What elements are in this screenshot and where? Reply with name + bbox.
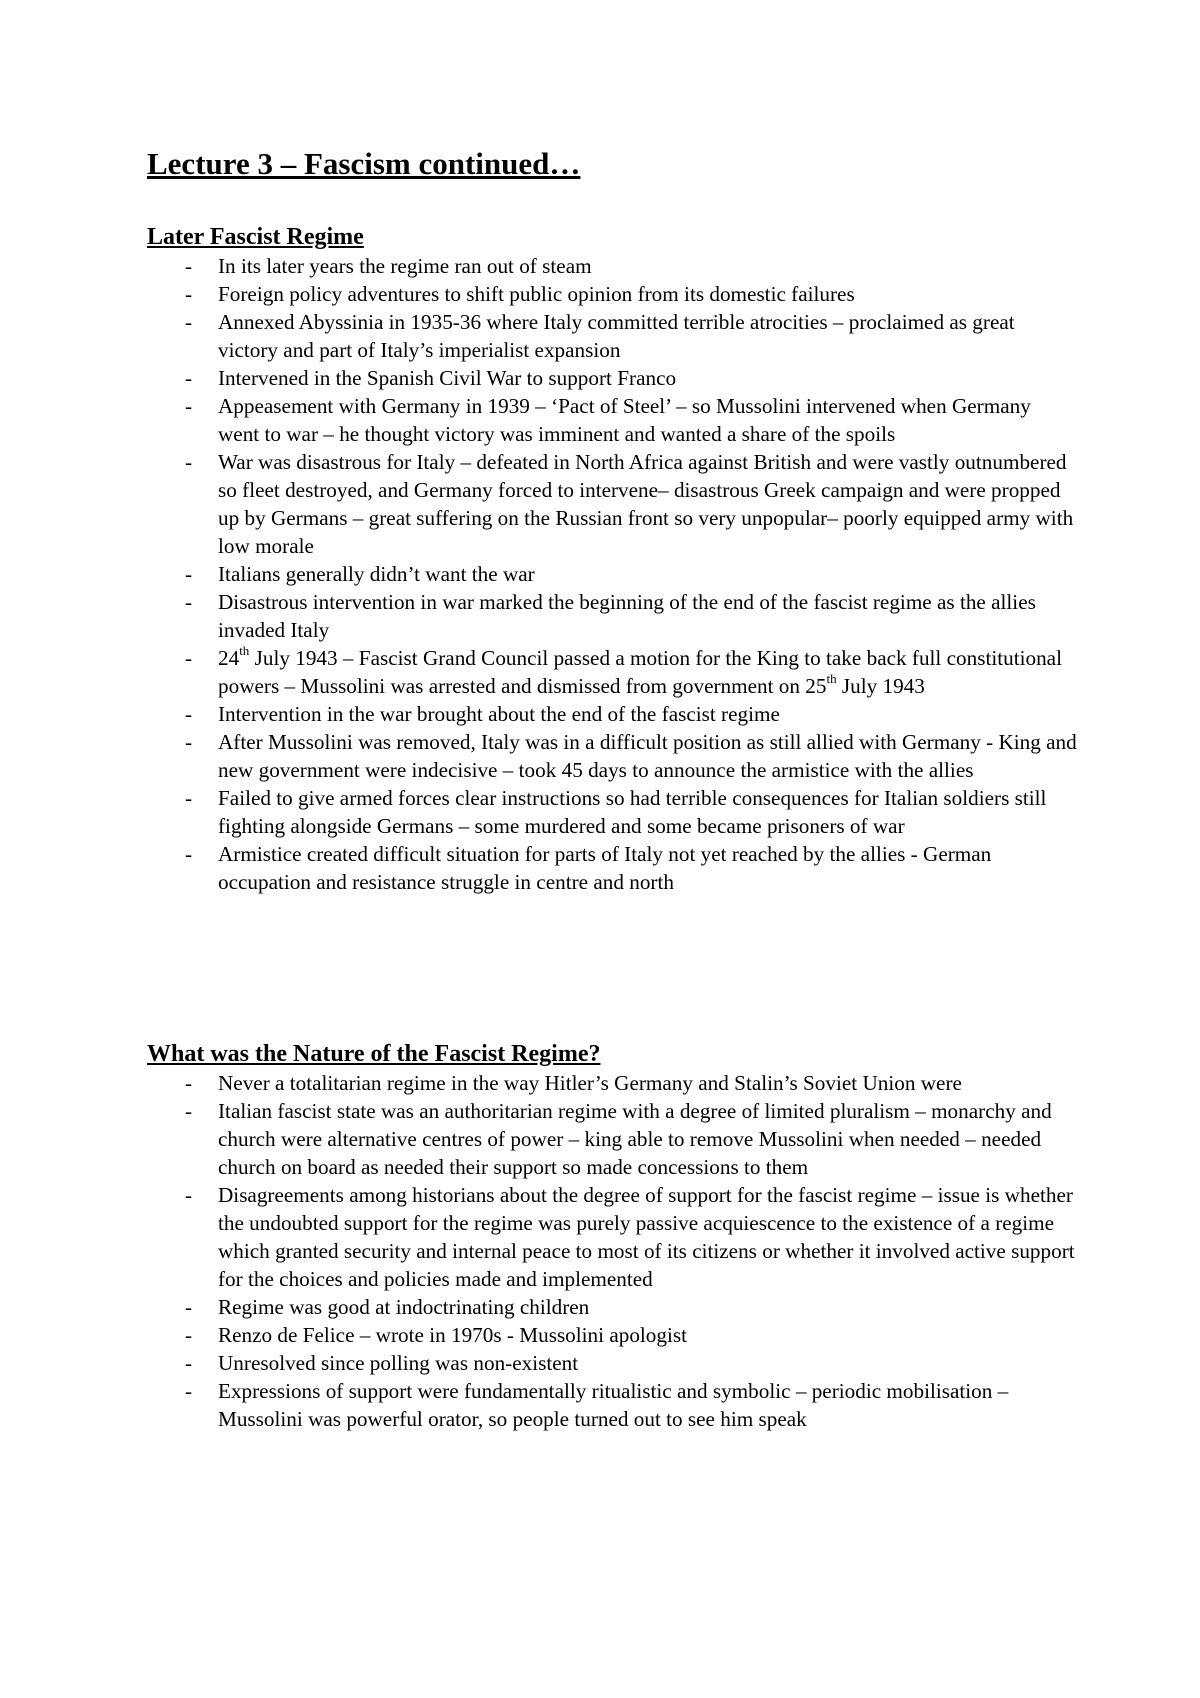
list-item: [147, 1377, 1077, 1433]
section-heading: What was the Nature of the Fascist Regime?: [147, 1041, 601, 1067]
dash-bullet: -: [185, 1071, 193, 1095]
dash-bullet: -: [185, 282, 193, 306]
dash-bullet: -: [185, 366, 193, 390]
list-item-text: Regime was good at indoctrinating children: [218, 1295, 590, 1319]
dash-bullet: -: [185, 1351, 193, 1375]
list-item-text: Expressions of support were fundamentally ritualistic and symbolic – periodic mobilisation – Mussolini was powerful orator, so people turned out to see him speak: [218, 1379, 1009, 1431]
list-item: [147, 364, 1077, 392]
dash-bullet: -: [185, 254, 193, 278]
list-item: [147, 308, 1077, 364]
list-item-text: Disastrous intervention in war marked the beginning of the end of the fascist regime as the allies invaded Italy: [218, 590, 1036, 642]
list-item-text: Failed to give armed forces clear instructions so had terrible consequences for Italian soldiers still fighting alongside Germans – some murdered and some became prisoners of war: [218, 786, 1047, 838]
dash-bullet: -: [185, 646, 193, 670]
list-item: [147, 784, 1077, 840]
list-item: [147, 728, 1077, 784]
dash-bullet: -: [185, 310, 193, 334]
list-item-text: Intervened in the Spanish Civil War to support Franco: [218, 366, 677, 390]
list-item: [147, 392, 1077, 448]
list-item-text: In its later years the regime ran out of steam: [218, 254, 592, 278]
date-day: 24: [218, 646, 240, 670]
dash-bullet: -: [185, 1379, 193, 1403]
list-item: [147, 644, 1077, 700]
list-item: [147, 1181, 1077, 1293]
list-item-text-part: July 1943: [836, 674, 925, 698]
list-item-text: Disagreements among historians about the degree of support for the fascist regime – issue is whether the undoubted support for the regime was purely passive acquiescence to the existence of a regime which granted security and internal peace to most of its citizens or whether it involved active support for the choices and policies made and implemented: [218, 1183, 1075, 1291]
list-item: [147, 560, 1077, 588]
list-item-text: Foreign policy adventures to shift public opinion from its domestic failures: [218, 282, 855, 306]
dash-bullet: -: [185, 394, 193, 418]
dash-bullet: -: [185, 1183, 193, 1207]
dash-bullet: -: [185, 562, 193, 586]
section-heading: Later Fascist Regime: [147, 224, 364, 250]
list-item-text: Never a totalitarian regime in the way Hitler’s Germany and Stalin’s Soviet Union were: [218, 1071, 962, 1095]
dash-bullet: -: [185, 1323, 193, 1347]
dash-bullet: -: [185, 786, 193, 810]
list-item-text: [218, 642, 1062, 698]
list-item-text: War was disastrous for Italy – defeated in North Africa against British and were vastly outnumbered so fleet destroyed, and Germany forced to intervene– disastrous Greek campaign and were propped up by Germans – great suffering on the Russian front so very unpopular– poorly equipped army with low morale: [218, 450, 1074, 558]
list-item-text: Italians generally didn’t want the war: [218, 562, 535, 586]
dash-bullet: -: [185, 702, 193, 726]
list-item-text: Armistice created difficult situation for parts of Italy not yet reached by the allies - German occupation and resistance struggle in centre and north: [218, 842, 992, 894]
list-item: [147, 1069, 1077, 1097]
dash-bullet: -: [185, 450, 193, 474]
page-title: Lecture 3 – Fascism continued…: [147, 146, 581, 181]
list-item: [147, 252, 1077, 280]
list-item: [147, 280, 1077, 308]
section-nature-of-fascist-regime: [147, 1039, 1077, 1433]
dash-bullet: -: [185, 590, 193, 614]
dash-bullet: -: [185, 842, 193, 866]
list-item-text: After Mussolini was removed, Italy was in a difficult position as still allied with Germany - King and new government were indecisive – took 45 days to announce the armistice with the allies: [218, 730, 1077, 782]
dash-bullet: -: [185, 1295, 193, 1319]
list-item-text: Appeasement with Germany in 1939 – ‘Pact of Steel’ – so Mussolini intervened when Germany went to war – he thought victory was imminent and wanted a share of the spoils: [218, 394, 1031, 446]
list-item: [147, 1097, 1077, 1181]
list-item: [147, 840, 1077, 896]
list-item-text-part: July 1943 – Fascist Grand Council passed a motion for the King to take back full constitutional powers – Mussolini was arrested and dismissed from government on: [218, 646, 1062, 698]
list-item: [147, 1293, 1077, 1321]
bullet-list: [147, 1069, 1077, 1433]
list-item: [147, 588, 1077, 644]
bullet-list: [147, 252, 1077, 896]
list-item-text: Italian fascist state was an authoritarian regime with a degree of limited pluralism – monarchy and church were alternative centres of power – king able to remove Mussolini when needed – needed church on board as needed their support so made concessions to them: [218, 1099, 1052, 1179]
list-item: [147, 448, 1077, 560]
ordinal-suffix: th: [239, 642, 250, 658]
dash-bullet: -: [185, 730, 193, 754]
list-item: [147, 1321, 1077, 1349]
list-item-text: Unresolved since polling was non-existent: [218, 1351, 579, 1375]
section-later-fascist-regime: [147, 222, 1077, 896]
list-item: [147, 700, 1077, 728]
list-item-text: Renzo de Felice – wrote in 1970s - Mussolini apologist: [218, 1323, 688, 1347]
list-item-text: Annexed Abyssinia in 1935-36 where Italy committed terrible atrocities – proclaimed as great victory and part of Italy’s imperialist expansion: [218, 310, 1015, 362]
list-item: [147, 1349, 1077, 1377]
ordinal-suffix: th: [826, 670, 837, 686]
dash-bullet: -: [185, 1099, 193, 1123]
date-day: 25: [805, 674, 827, 698]
list-item-text: Intervention in the war brought about the end of the fascist regime: [218, 702, 780, 726]
